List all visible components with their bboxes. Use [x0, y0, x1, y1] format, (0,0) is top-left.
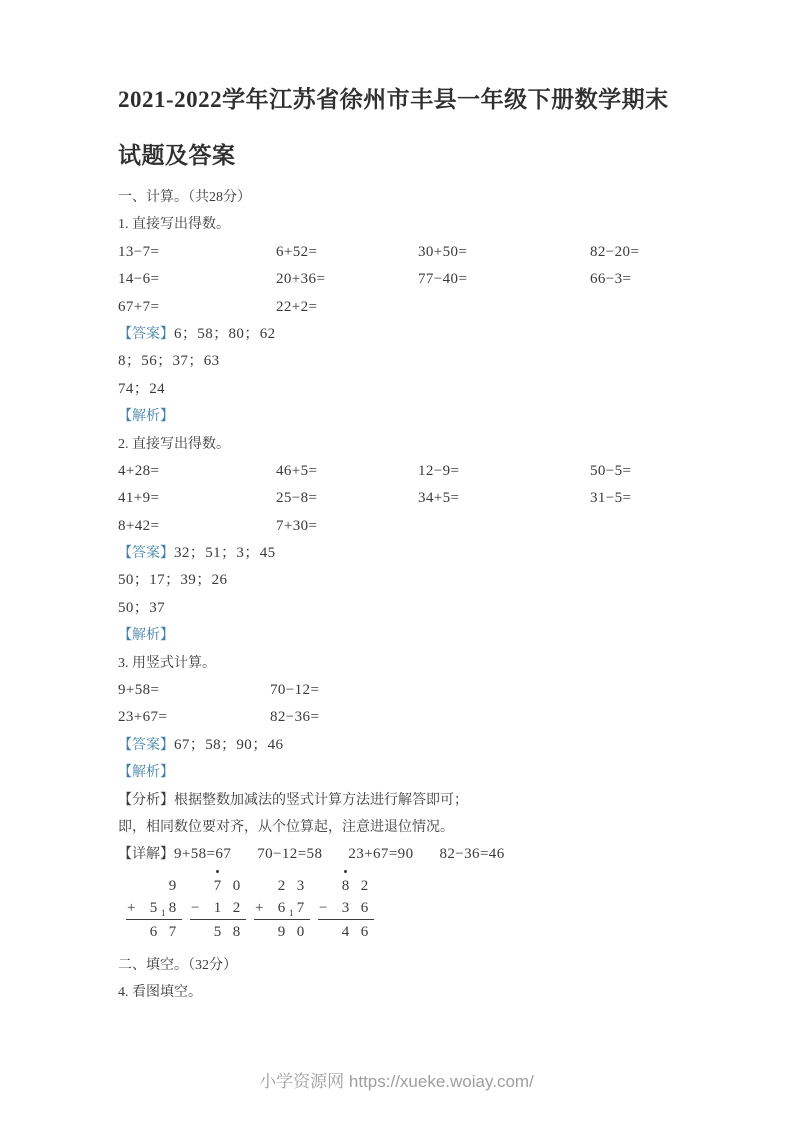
- equation: 4+28=: [118, 462, 160, 479]
- equation: 14−6=: [118, 271, 160, 288]
- equation: 77−40=: [418, 271, 468, 288]
- question-1-label: 1. 直接写出得数。: [118, 217, 230, 233]
- equation: 22+2=: [276, 298, 318, 315]
- digit-cell: 1: [213, 899, 222, 916]
- digit-cell: 3: [296, 877, 305, 894]
- question-1-answer-line-2: 8；56；37；63: [118, 353, 220, 370]
- jiexi-label: 【解析】: [118, 628, 174, 644]
- digit-cell: [336, 875, 355, 897]
- digit-cell: 6: [360, 923, 369, 940]
- equation: 30+50=: [418, 243, 468, 260]
- digit-cell: 0: [296, 923, 305, 940]
- operator: −: [191, 899, 200, 916]
- digit-cell: 9: [168, 877, 177, 894]
- equation: 82−36=: [270, 709, 320, 726]
- equation: 50−5=: [590, 462, 632, 479]
- question-2-answer-line-3: 50；37: [118, 599, 166, 616]
- digit-cell: 8: [168, 899, 177, 916]
- digit-cell: 9: [277, 923, 286, 940]
- answer-label: 【答案】: [118, 737, 174, 753]
- question-3-fenxi-line-2: 即，相同数位要对齐，从个位算起，注意进退位情况。: [118, 819, 454, 835]
- equation: 34+5=: [418, 490, 460, 507]
- equation: [590, 294, 683, 321]
- question-1-row-1: [118, 239, 683, 266]
- equation: 46+5=: [276, 462, 318, 479]
- equation: 20+36=: [276, 271, 326, 288]
- digit-cell: 2: [360, 877, 369, 894]
- digit-cell: 8: [232, 923, 241, 940]
- equation: 25−8=: [276, 490, 318, 507]
- equation: 70−12=: [270, 682, 320, 699]
- vertical-calc-1: 9 + 5 1 8 6 7: [126, 875, 182, 944]
- equation: 9+58=: [118, 682, 160, 699]
- jiexi-label: 【解析】: [118, 765, 174, 781]
- equation: 8+42=: [118, 517, 160, 534]
- operator: −: [319, 899, 328, 916]
- question-3-xiangjie-line: 【详解】9+58=67 70−12=58 23+67=90 82−36=46: [118, 846, 505, 863]
- question-2-label: 2. 直接写出得数。: [118, 436, 230, 452]
- xiangjie-label: 【详解】: [118, 847, 174, 863]
- digit-cell: 6: [277, 899, 286, 916]
- digit-cell: 7: [168, 923, 177, 940]
- operator: +: [255, 899, 264, 916]
- question-1-row-3: [118, 294, 683, 321]
- digit-cell: 6: [149, 923, 158, 940]
- question-1-answer-line-3: 74；24: [118, 380, 166, 397]
- fenxi-label: 【分析】: [118, 792, 174, 808]
- page-title: 2021-2022学年江苏省徐州市丰县一年级下册数学期末试题及答案: [118, 87, 669, 168]
- borrow-dot-icon: [344, 870, 347, 873]
- equation: 41+9=: [118, 490, 160, 507]
- question-3-answer-line: 【答案】67；58；90；46: [118, 736, 284, 753]
- section-1-heading-text: 一、计算。（共28分）: [118, 190, 251, 205]
- section-2-heading-text: 二、填空。（32分）: [118, 957, 237, 973]
- question-3-label: 3. 用竖式计算。: [118, 655, 216, 671]
- digit-cell: 5: [213, 923, 222, 940]
- answer-label: 【答案】: [118, 546, 174, 562]
- borrow-dot-icon: [216, 870, 219, 873]
- question-3-analysis-label: [118, 759, 683, 786]
- digit-cell: 7: [296, 899, 305, 916]
- digit-cell: 3: [341, 899, 350, 916]
- equation: 82−20=: [590, 243, 640, 260]
- digit-cell: 6: [360, 899, 369, 916]
- equation: 12−9=: [418, 462, 460, 479]
- question-1-analysis-label: [118, 403, 683, 430]
- equation: 6+52=: [276, 243, 318, 260]
- question-2-row-2: [118, 485, 683, 512]
- equation: 67+7=: [118, 298, 160, 315]
- equation: [418, 513, 590, 540]
- digit: 8: [341, 877, 350, 894]
- vertical-calc-4: [318, 875, 374, 944]
- operator: +: [127, 899, 136, 916]
- equation: [590, 513, 683, 540]
- question-3-row-2: [118, 704, 683, 731]
- section-1-heading: [118, 184, 683, 211]
- equation: 23+67=: [118, 709, 168, 726]
- equation: 31−5=: [590, 490, 632, 507]
- question-2-row-1: [118, 458, 683, 485]
- equation: 13−7=: [118, 243, 160, 260]
- question-3-row-1: [118, 677, 683, 704]
- digit-cell: 2: [277, 877, 286, 894]
- jiexi-label: 【解析】: [118, 409, 174, 425]
- digit-cell: 5: [149, 899, 158, 916]
- footer-text: 小学资源网 https://xueke.woiay.com/: [259, 1072, 534, 1091]
- vertical-calc-2: [190, 875, 246, 944]
- digit-cell: 4: [341, 923, 350, 940]
- digit-cell: [208, 875, 227, 897]
- question-2-row-3: [118, 513, 683, 540]
- answer-label: 【答案】: [118, 326, 174, 342]
- question-2-analysis-label: [118, 622, 683, 649]
- question-4-label: 4. 看图填空。: [118, 985, 202, 1001]
- digit: 7: [213, 877, 222, 894]
- digit-cell: 0: [232, 877, 241, 894]
- vertical-calculations: [126, 875, 683, 944]
- question-1-answer-line-1: 【答案】6；58；80；62: [118, 325, 276, 342]
- site-footer: [0, 1067, 793, 1092]
- digit-cell: 2: [232, 899, 241, 916]
- question-3-fenxi-line-1: 【分析】根据整数加减法的竖式计算方法进行解答即可；: [118, 792, 468, 808]
- question-1-row-2: [118, 266, 683, 293]
- question-2-answer-line-2: 50；17；39；26: [118, 572, 228, 589]
- equation: 66−3=: [590, 271, 632, 288]
- equation: [418, 294, 590, 321]
- equation: 7+30=: [276, 517, 318, 534]
- question-2-answer-line-1: 【答案】32；51；3；45: [118, 545, 276, 562]
- vertical-calc-3: 2 3 + 6 1 7 9 0: [254, 875, 310, 944]
- section-2-heading: [118, 952, 683, 979]
